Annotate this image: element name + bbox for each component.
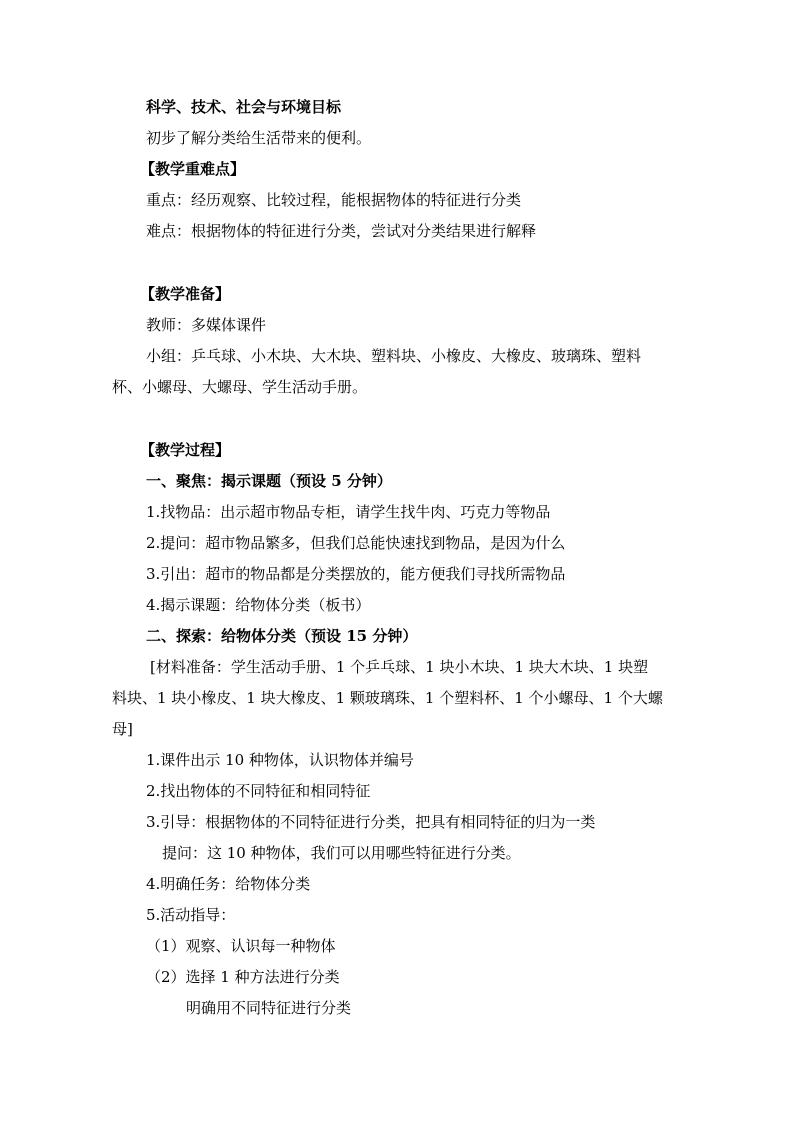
part1-title: 一、聚焦：揭示课题（预设 5 分钟）: [146, 472, 392, 490]
preparation-group-line2: 杯、小螺母、大螺母、学生活动手册。: [112, 378, 368, 396]
part2-title: 二、探索：给物体分类（预设 15 分钟）: [146, 627, 418, 645]
part1-item: 1.找物品：出示超市物品专柜，请学生找牛肉、巧克力等物品: [146, 503, 551, 521]
key-points-difficulty: 难点：根据物体的特征进行分类，尝试对分类结果进行解释: [146, 222, 537, 240]
part2-item: 4.明确任务：给物体分类: [146, 875, 311, 893]
part2-materials-line: [材料准备：学生活动手册、1 个乒乓球、1 块小木块、1 块大木块、1 块塑: [150, 658, 649, 676]
key-points-focus: 重点：经历观察、比较过程，能根据物体的特征进行分类: [146, 191, 522, 209]
part2-item: 5.活动指导：: [146, 906, 236, 924]
part2-item: （1）观察、认识每一种物体: [146, 937, 336, 955]
part2-materials-line: 母]: [112, 720, 133, 738]
goal-title: 科学、技术、社会与环境目标: [146, 98, 342, 116]
part2-item: 1.课件出示 10 种物体，认识物体并编号: [146, 751, 414, 769]
key-points-heading: 【教学重难点】: [140, 160, 246, 178]
part2-item: 明确用不同特征进行分类: [186, 999, 352, 1017]
part2-materials-line: 料块、1 块小橡皮、1 块大橡皮、1 颗玻璃珠、1 个塑料杯、1 个小螺母、1 个大螺: [112, 689, 663, 707]
part2-item: 3.引导：根据物体的不同特征进行分类，把具有相同特征的归为一类: [146, 813, 596, 831]
part2-item: （2）选择 1 种方法进行分类: [146, 968, 340, 986]
preparation-teacher: 教师：多媒体课件: [146, 316, 267, 334]
preparation-heading: 【教学准备】: [140, 285, 231, 303]
goal-text: 初步了解分类给生活带来的便利。: [146, 129, 372, 147]
part1-item: 4.揭示课题：给物体分类（板书）: [146, 596, 371, 614]
part1-item: 3.引出：超市的物品都是分类摆放的，能方便我们寻找所需物品: [146, 565, 566, 583]
part1-item: 2.提问：超市物品繁多，但我们总能快速找到物品，是因为什么: [146, 534, 566, 552]
preparation-group-line1: 小组：乒乓球、小木块、大木块、塑料块、小橡皮、大橡皮、玻璃珠、塑料: [146, 347, 642, 365]
part2-item: 2.找出物体的不同特征和相同特征: [146, 782, 371, 800]
process-heading: 【教学过程】: [140, 441, 231, 459]
part2-item: 提问：这 10 种物体，我们可以用哪些特征进行分类。: [162, 844, 521, 862]
